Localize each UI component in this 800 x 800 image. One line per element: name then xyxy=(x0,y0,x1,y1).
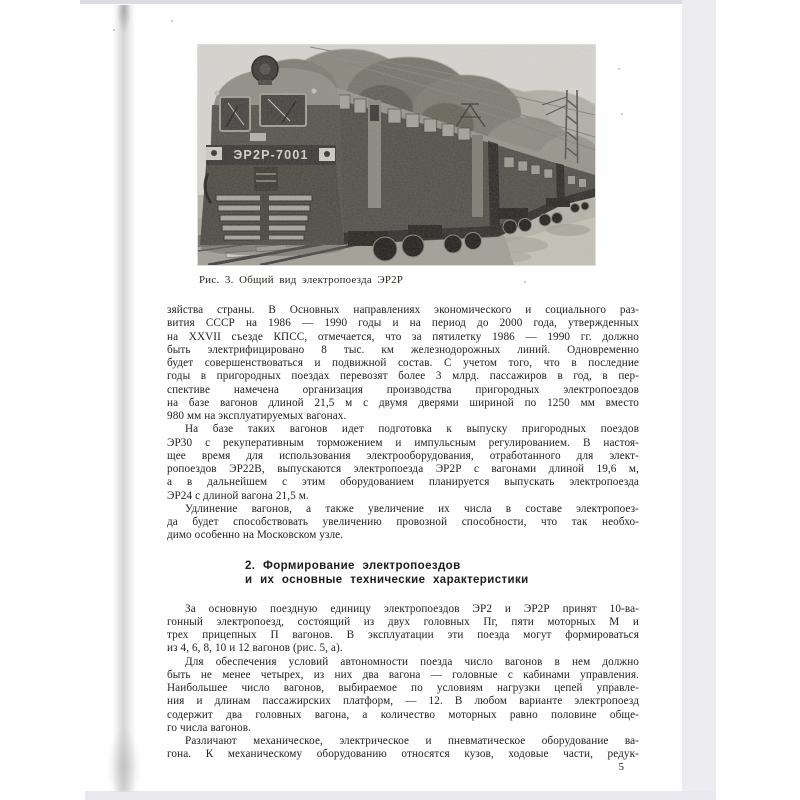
text-line: спективе намечена организация производства пригородных электропоездов xyxy=(167,383,639,396)
text-line: быть электрифицировано 8 тыс. км железнодорожных линий. Одновременно xyxy=(167,343,639,356)
scan-edge-right xyxy=(682,0,716,800)
text-line: Для обеспечения условий автономности поезда число вагонов в нем должно xyxy=(185,655,639,668)
text-line: содержит два головных вагона, а количество моторных равно половине обще- xyxy=(167,708,639,721)
scan-speck xyxy=(113,29,115,31)
page-number: 5 xyxy=(618,761,624,773)
text-line: да будет способствовать увеличению провозной способности, что так необхо- xyxy=(167,516,639,528)
text-line: быть не менее четырех, из них два вагона — головные с кабинами управления. xyxy=(167,668,639,681)
text-line: ЭР30 с рекуперативным торможением и импульсным регулированием. В настоя- xyxy=(167,436,639,449)
text-line: зяйства страны. В Основных направлениях экономического и социального раз- xyxy=(167,304,639,316)
paragraph xyxy=(167,423,639,503)
photo-grain xyxy=(198,45,595,265)
text-line: трех прицепных П вагонов. В эксплуатации эти поезда могут формироваться xyxy=(167,629,639,641)
paragraph xyxy=(167,304,639,423)
text-line: из 4, 6, 8, 10 и 12 вагонов (рис. 5, а). xyxy=(167,642,343,655)
text-line: 980 мм на эксплуатируемых вагонах. xyxy=(167,410,347,422)
paragraph xyxy=(167,735,639,762)
body-text-column xyxy=(167,304,639,762)
scan-edge-bottom xyxy=(85,791,716,800)
text-line: гона. К механическому оборудованию относятся кузов, ходовые части, редук- xyxy=(167,748,639,761)
page-gutter-shadow-top xyxy=(117,5,131,33)
text-line: щее время для использования электрооборудования, отработанного для элект- xyxy=(167,449,639,462)
scan-speck xyxy=(171,20,173,22)
scan-speck xyxy=(618,68,620,70)
figure-caption: Рис. 3. Общий вид электропоезда ЭР2Р xyxy=(199,274,404,286)
scan-speck xyxy=(524,281,526,283)
text-line: годы в пригородных поездах перевозят более 3 млрд. пассажиров в год, в пер- xyxy=(167,370,639,383)
section-heading-line2: и их основные технические характеристики xyxy=(245,574,529,586)
text-line: гонный электропоезд, состоящий из двух головных Пг, пяти моторных М и xyxy=(167,615,639,628)
text-line: ропоездов ЭР22В, выпускаются электропоезда ЭР2Р с вагонами длиной 19,6 м, xyxy=(167,463,639,475)
text-line: Удлинение вагонов, а также увеличение их числа в составе электропоез- xyxy=(185,502,639,515)
text-line: а в дальнейшем с этим оборудованием планируется выпускать электропоезда xyxy=(167,476,639,489)
page-gutter-shadow-bottom xyxy=(108,730,140,792)
text-line: На базе таких вагонов идет подготовка к выпуску пригородных поездов xyxy=(185,423,639,436)
text-line: будет совершенствоваться и подвижной состав. С учетом того, что в последние xyxy=(167,357,639,369)
text-line: вития СССР на 1986 — 1990 годы и на период до 2000 года, утвержденных xyxy=(167,317,639,330)
text-line: го числа вагонов. xyxy=(167,721,251,734)
text-line: За основную поездную единицу электропоездов ЭР2 и ЭР2Р принят 10-ва- xyxy=(185,602,639,615)
text-line: димо особенно на Московском узле. xyxy=(167,529,344,542)
paragraph xyxy=(167,603,639,656)
scan-edge-top xyxy=(80,0,716,4)
scan-speck xyxy=(621,113,623,115)
figure-photo-train xyxy=(198,45,595,265)
page-gutter-shadow xyxy=(113,5,135,791)
text-line: ния и длинам пассажирских платформ, — 12. В любом варианте электропоезд xyxy=(167,695,639,708)
section-heading xyxy=(245,559,639,588)
text-line: ЭР24 с длиной вагона 21,5 м. xyxy=(167,489,309,502)
text-line: на XXVII съезде КПСС, отмечается, что за пятилетку 1986 — 1990 гг. должно xyxy=(167,330,639,343)
text-line: Наибольшее число вагонов, выбираемое по условиям нагрузки цепей управле- xyxy=(167,682,639,694)
paragraph xyxy=(167,503,639,543)
section-heading-line1: 2. Формирование электропоездов xyxy=(245,559,461,572)
text-line: на базе вагонов длиной 21,5 м с двумя дверями шириной по 1250 мм вместо xyxy=(167,396,639,409)
text-line: Различают механическое, электрическое и пневматическое оборудование ва- xyxy=(185,735,639,747)
paragraph xyxy=(167,656,639,736)
